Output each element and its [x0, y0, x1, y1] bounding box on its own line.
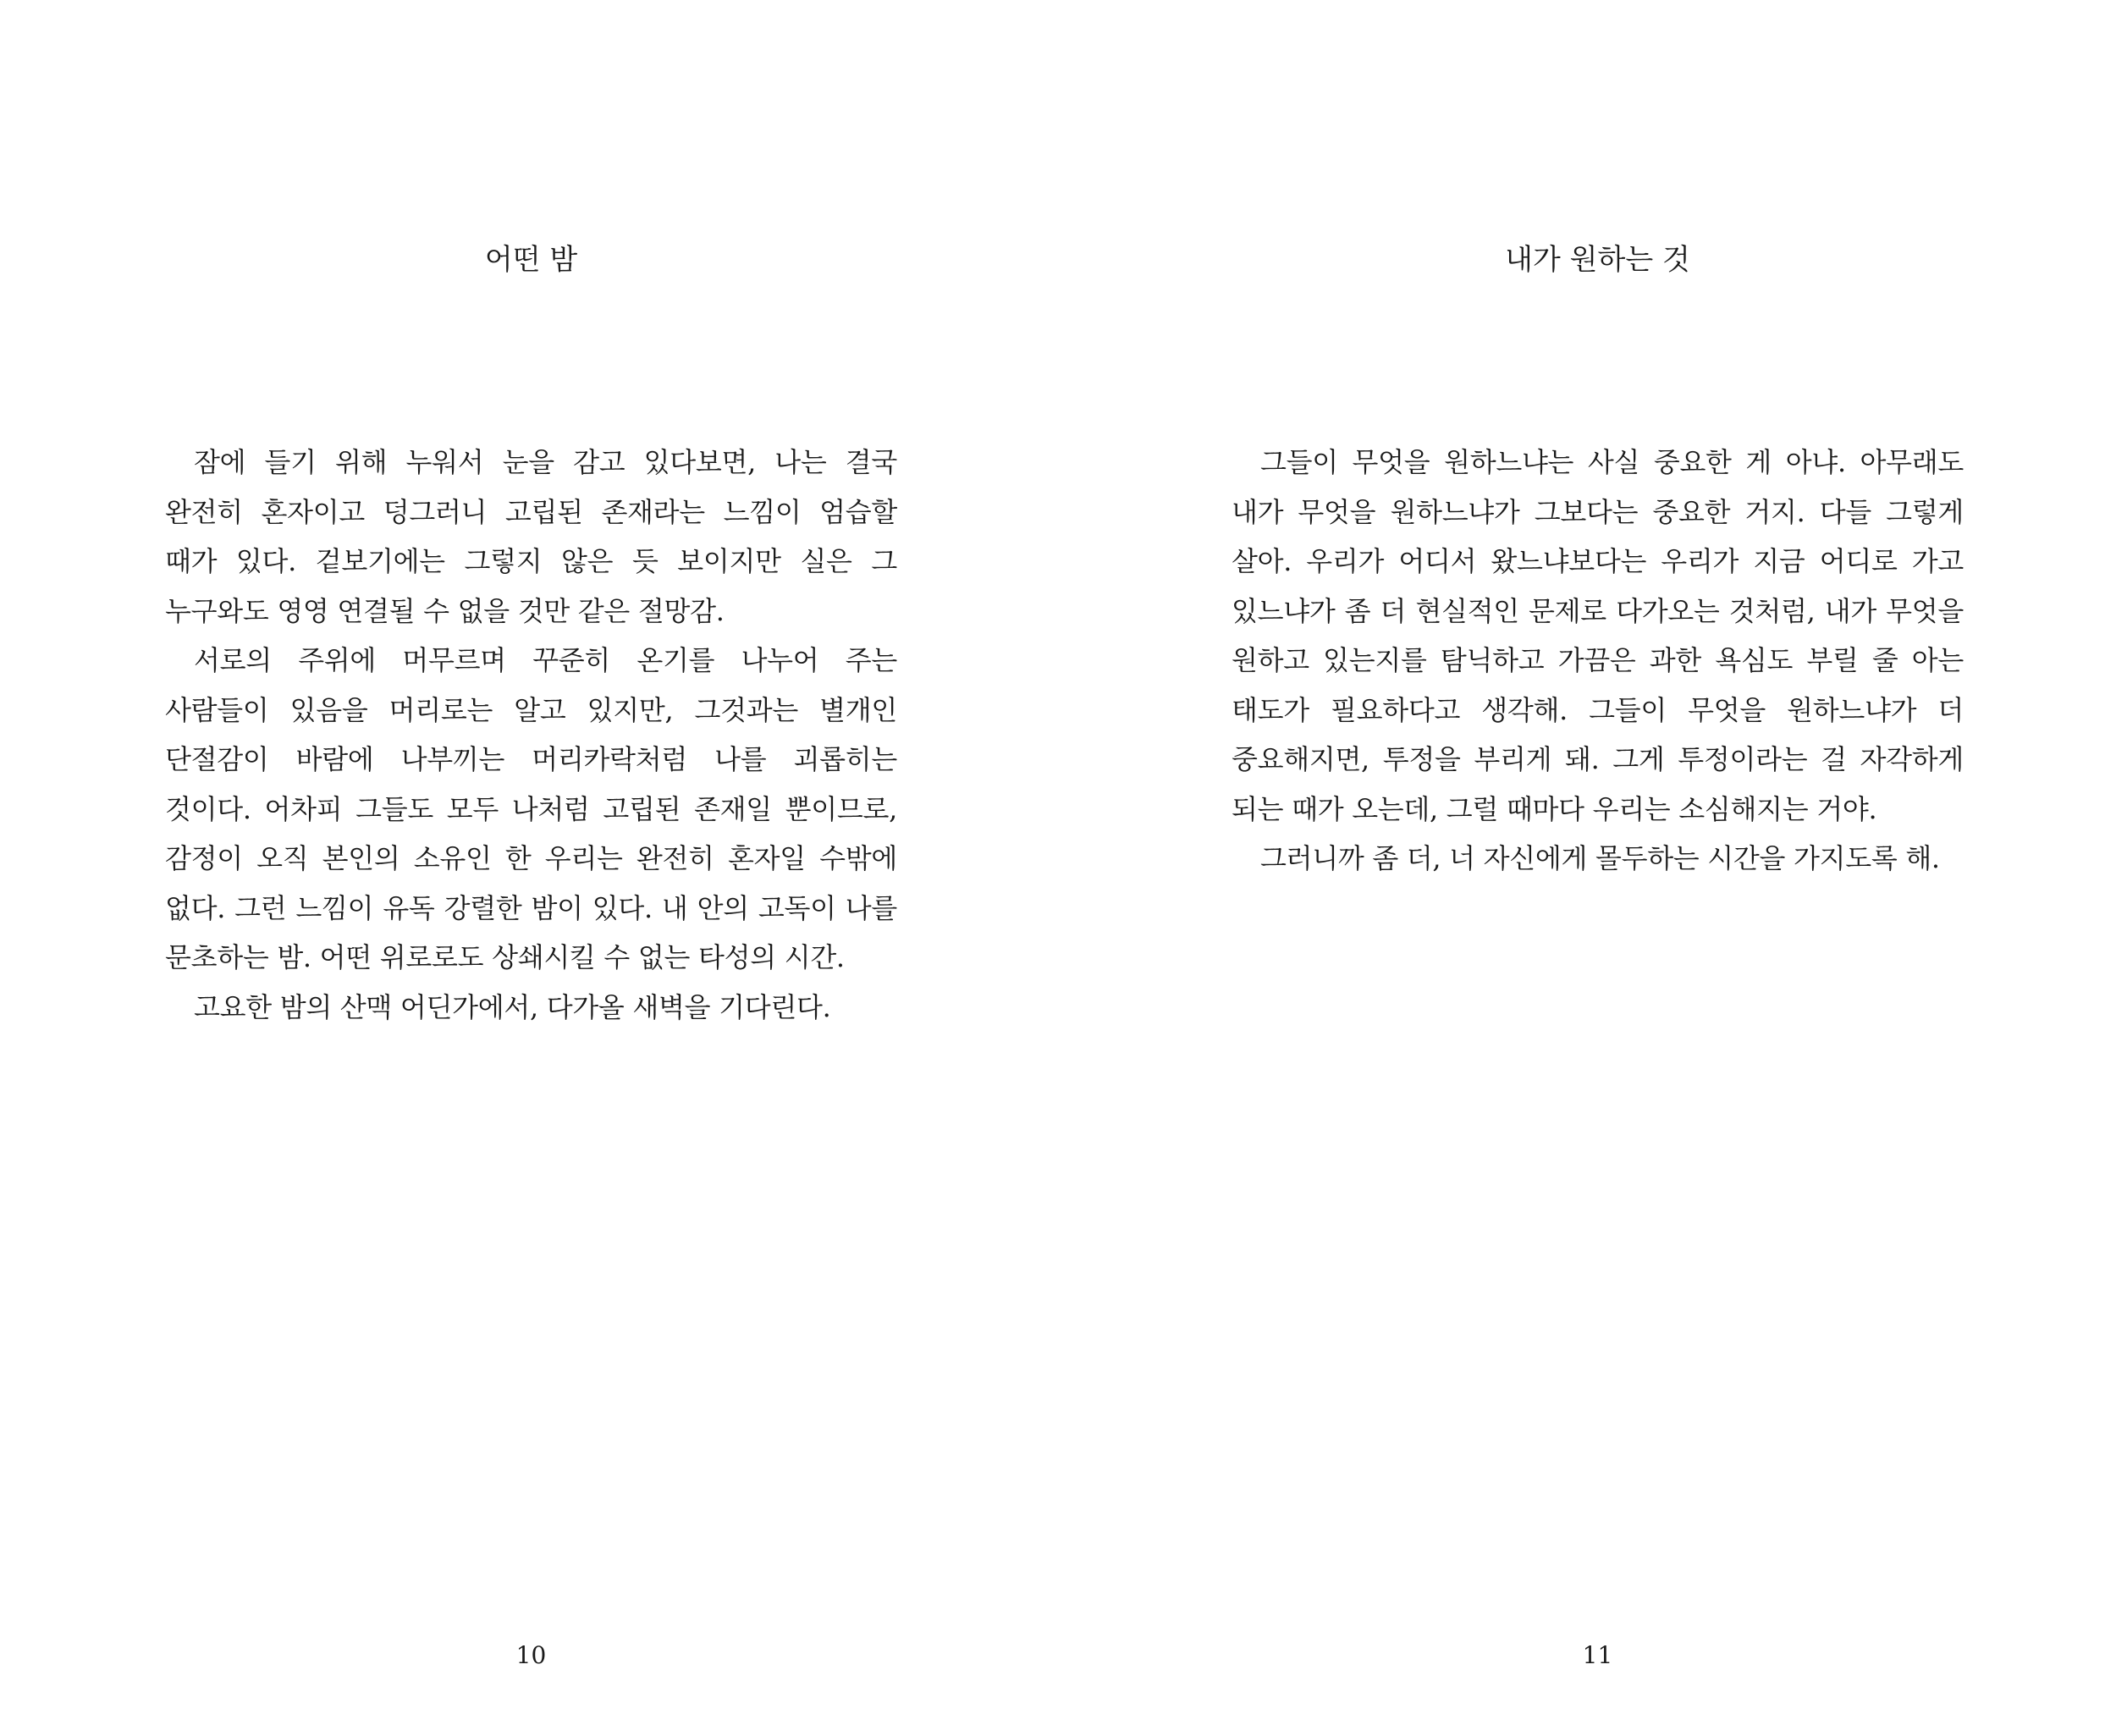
left-page-title: 어떤 밤 [484, 243, 578, 277]
left-page [165, 0, 897, 1736]
right-page-title: 내가 원하는 것 [1505, 243, 1690, 277]
left-paragraph-3: 고요한 밤의 산맥 어딘가에서, 다가올 새벽을 기다린다. [194, 990, 831, 1023]
right-page-number: 11 [1582, 1641, 1613, 1669]
right-page-body [1232, 438, 1964, 884]
right-paragraph-2: 그러니까 좀 더, 너 자신에게 몰두하는 시간을 가지도록 해. [1260, 842, 1940, 874]
right-paragraph-1: 그들이 무엇을 원하느냐는 사실 중요한 게 아냐. 아무래도 내가 무엇을 원하느냐가 그보다는 중요한 거지. 다들 그렇게 살아. 우리가 어디서 왔느냐보다는 우리가 지금 어디로 가고 있느냐가 좀 더 현실적인 문제로 다가오는 것처럼, 내가 무엇을 원하고 있는지를 탐닉하고 가끔은 과한 욕심도 부릴 줄 아는 태도가 필요하다고 생각해. 그들이 무엇을 원하느냐가 더 중요해지면, 투정을 부리게 돼. 그게 투정이라는 걸 자각하게 되는 때가 오는데, 그럴 때마다 우리는 소심해지는 거야. [1232, 446, 1964, 825]
right-page [1232, 0, 1964, 1736]
left-paragraph-1: 잠에 들기 위해 누워서 눈을 감고 있다보면, 나는 결국 완전히 혼자이고 덩그러니 고립된 존재라는 느낌이 엄습할 때가 있다. 겉보기에는 그렇지 않은 듯 보이지만 실은 그 누구와도 영영 연결될 수 없을 것만 같은 절망감. [165, 446, 897, 627]
left-page-number: 10 [515, 1641, 547, 1669]
left-paragraph-2: 서로의 주위에 머무르며 꾸준히 온기를 나누어 주는 사람들이 있음을 머리로는 알고 있지만, 그것과는 별개인 단절감이 바람에 나부끼는 머리카락처럼 나를 괴롭히는 것이다. 어차피 그들도 모두 나처럼 고립된 존재일 뿐이므로, 감정이 오직 본인의 소유인 한 우리는 완전히 혼자일 수밖에 없다. 그런 느낌이 유독 강렬한 밤이 있다. 내 안의 고독이 나를 문초하는 밤. 어떤 위로로도 상쇄시킬 수 없는 타성의 시간. [165, 644, 897, 973]
left-page-body [165, 438, 897, 1032]
